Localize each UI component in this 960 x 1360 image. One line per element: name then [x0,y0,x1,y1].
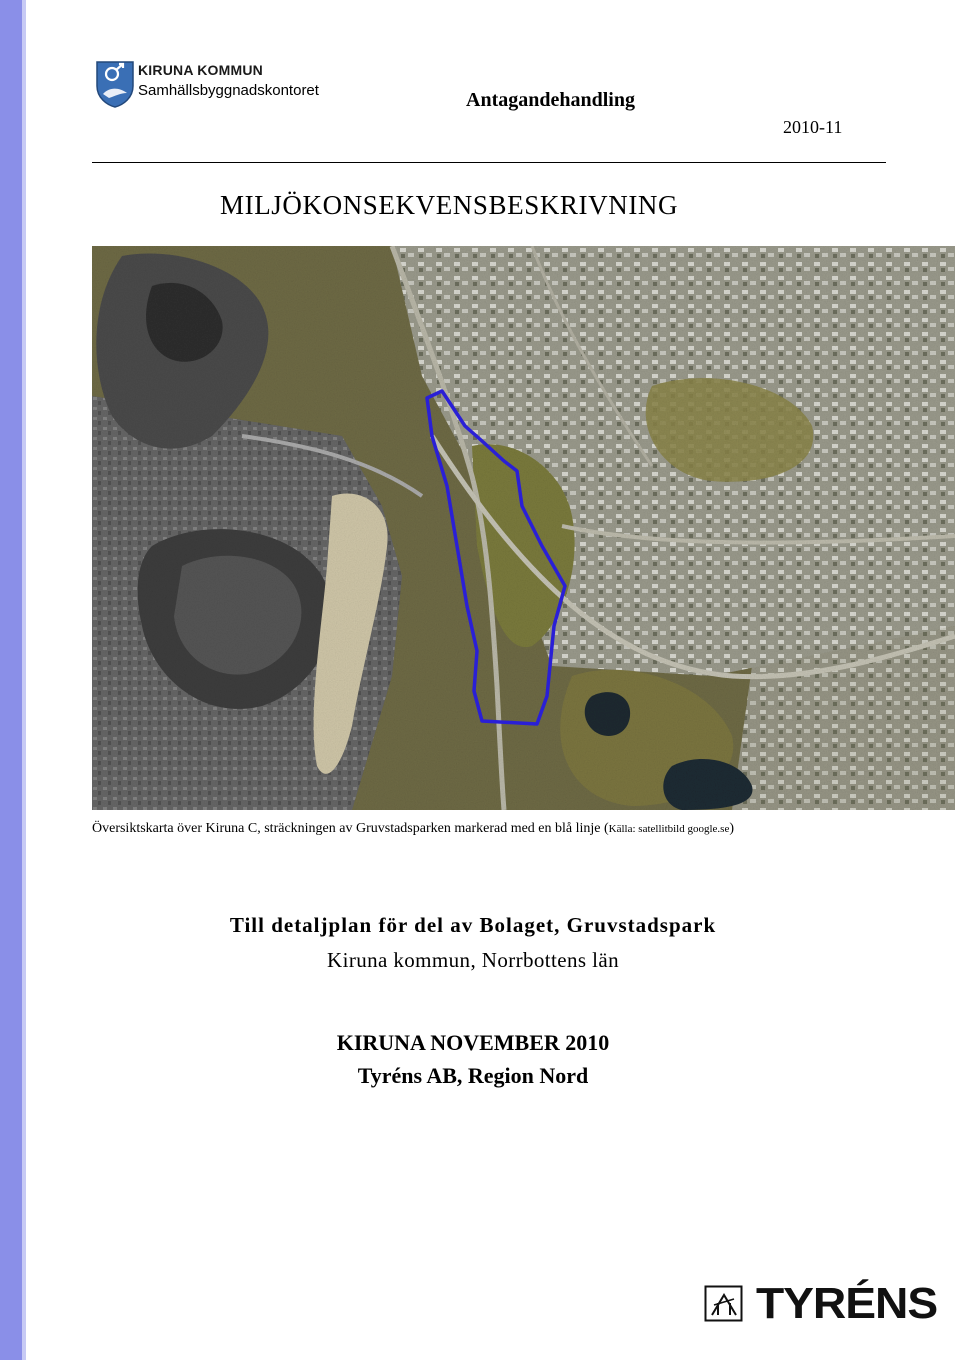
tyrens-logo [704,1279,938,1329]
document-subject: Till detaljplan för del av Bolaget, Gruvstadspark [229,913,717,937]
page-side-band-highlight [22,0,26,1360]
document-dateline: KIRUNA NOVEMBER 2010 [336,1030,610,1055]
document-company: Tyréns AB, Region Nord [357,1063,589,1088]
org-name: KIRUNA KOMMUN [138,62,263,78]
map-caption-text: Översiktskarta över Kiruna C, sträckningen av Gruvstadsparken markerad med en blå linje [92,821,601,836]
tyrens-wordmark: TYRÉNS [756,1279,938,1328]
document-date: 2010-11 [783,117,843,137]
map-source: Källa: satellitbild google.se [608,823,730,835]
map-caption [92,817,852,841]
page-side-band [0,0,22,1360]
satellite-overview-map [92,246,955,810]
municipal-shield-icon [95,60,135,108]
satellite-image [92,246,955,810]
document-municipality: Kiruna kommun, Norrbottens län [327,948,619,972]
office-name: Samhällsbyggnadskontoret [138,82,319,99]
map-source-close: ) [729,821,735,836]
map-source-open: ( [604,821,609,836]
document-status: Antagandehandling [466,89,635,111]
page-title: MILJÖKONSEKVENSBESKRIVNING [220,190,679,220]
header-divider [92,162,886,163]
tyrens-mark-icon [704,1285,748,1325]
kiruna-kommun-logo [95,60,355,110]
